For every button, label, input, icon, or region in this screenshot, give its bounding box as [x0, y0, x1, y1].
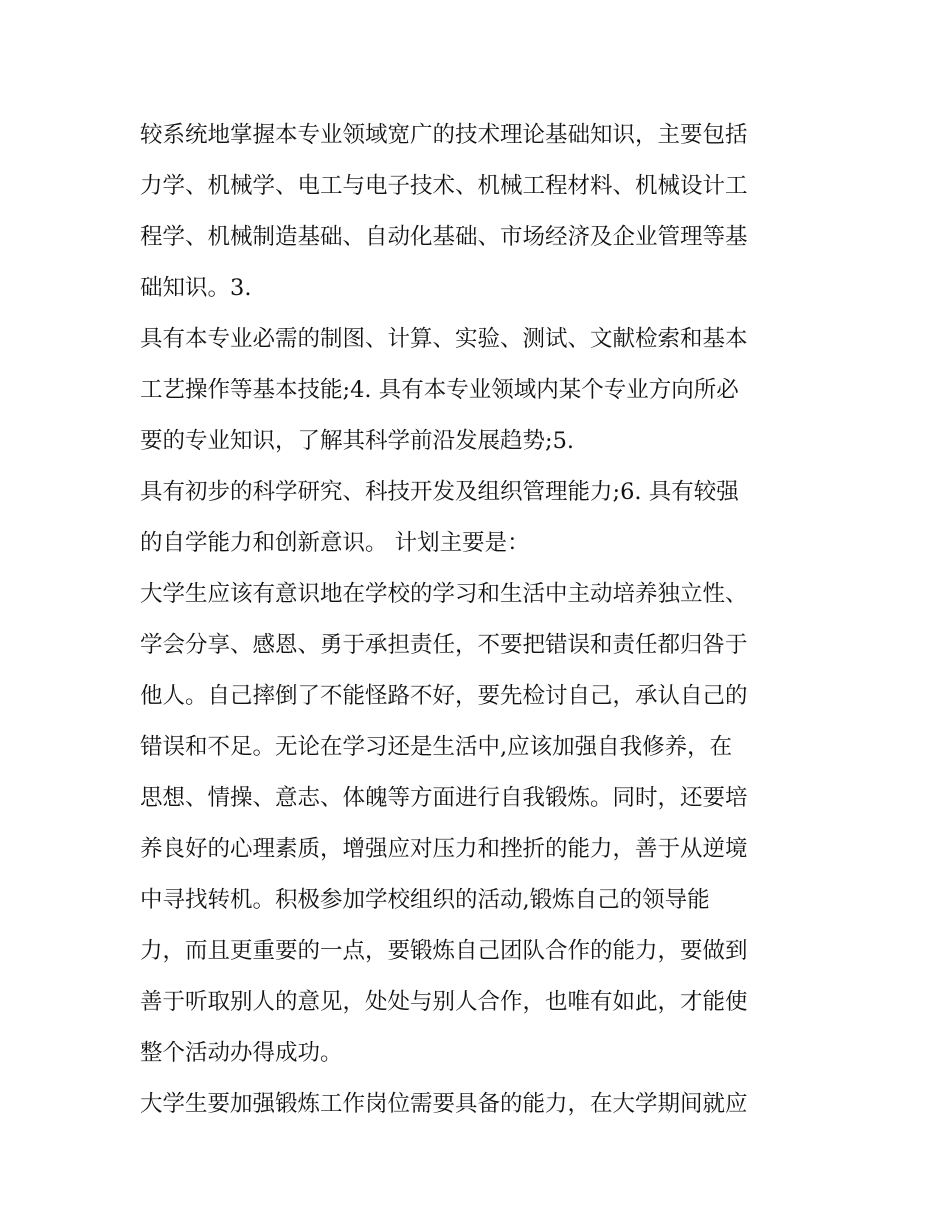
body-text	[140, 110, 820, 1130]
text-line: 大学生要加强锻炼工作岗位需要具备的能力，在大学期间就应	[140, 1091, 748, 1117]
text-line: 学会分享、感恩、勇于承担责任，不要把错误和责任都归咎于	[140, 632, 748, 658]
text-line: 整个活动办得成功。	[140, 1040, 343, 1066]
text-line: 力，而且更重要的一点，要锻炼自己团队合作的能力，要做到	[140, 938, 748, 964]
text-line: 较系统地掌握本专业领域宽广的技术理论基础知识，主要包括	[140, 122, 748, 148]
text-line: 力学、机械学、电工与电子技术、机械工程材料、机械设计工	[140, 173, 748, 199]
text-line: 思想、情操、意志、体魄等方面进行自我锻炼。同时，还要培	[140, 785, 748, 811]
text-line: 具有本专业必需的制图、计算、实验、测试、文献检索和基本	[140, 326, 748, 352]
text-line: 他人。自己摔倒了不能怪路不好，要先检讨自己，承认自己的	[140, 683, 748, 709]
text-line: 中寻找转机。积极参加学校组织的活动,锻炼自己的领导能	[140, 887, 710, 913]
text-line: 养良好的心理素质，增强应对压力和挫折的能力，善于从逆境	[140, 836, 748, 862]
text-line: 工艺操作等基本技能;4. 具有本专业领域内某个专业方向所必	[140, 377, 739, 403]
text-line: 的自学能力和创新意识。 计划主要是：	[140, 530, 530, 556]
text-line: 善于听取别人的意见，处处与别人合作，也唯有如此，才能使	[140, 989, 748, 1015]
text-line: 础知识。3.	[140, 275, 252, 301]
text-line: 大学生应该有意识地在学校的学习和生活中主动培养独立性、	[140, 581, 748, 607]
text-line: 错误和不足。无论在学习还是生活中,应该加强自我修养，在	[140, 734, 733, 760]
text-line: 具有初步的科学研究、科技开发及组织管理能力;6. 具有较强	[140, 479, 739, 505]
text-line: 程学、机械制造基础、自动化基础、市场经济及企业管理等基	[140, 224, 748, 250]
text-line: 要的专业知识，了解其科学前沿发展趋势;5.	[140, 428, 575, 454]
